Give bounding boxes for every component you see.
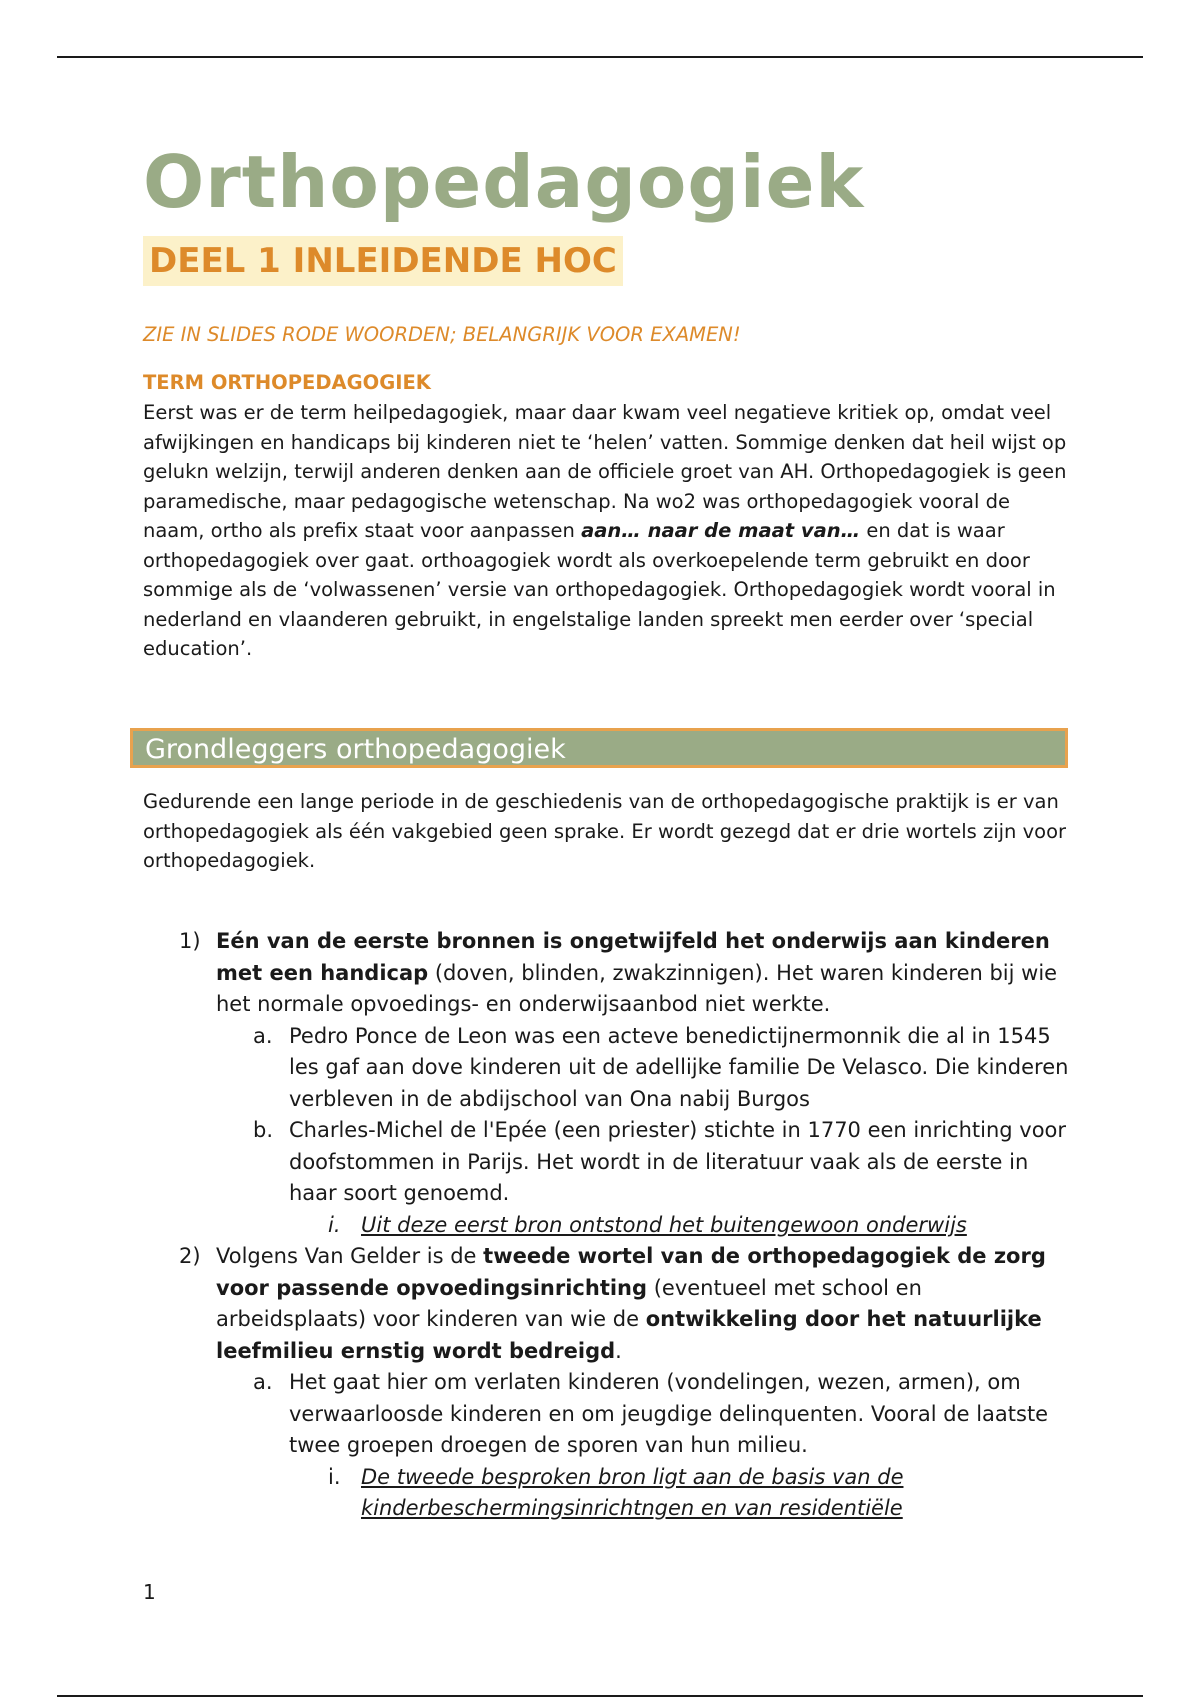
footer-rule	[57, 1695, 1143, 1697]
term-paragraph: Eerst was er de term heilpedagogiek, maar daar kwam veel negatieve kritiek op, omdat veel afwijkingen en handicaps bij kinderen niet te ‘helen’ vatten. Sommige denken dat heil wijst op gelukn welzijn, terwijl anderen denken aan de officiele groet van AH. Orthopedagogiek is geen paramedische, maar pedagogische wetenschap. Na wo2 was orthopedagogiek vooral de naam, ortho als prefix staat voor aanpassen aan… naar de maat van… en dat is waar orthopedagogiek over gaat. orthoagogiek wordt als overkoepelende term gebruikt en door sommige als de ‘volwassenen’ versie van orthopedagogiek. Orthopedagogiek wordt vooral in nederland en vlaanderen gebruikt, in engelstalige landen spreekt men eerder over ‘special education’.	[143, 401, 1067, 660]
document-body	[143, 140, 1073, 664]
exam-note: ZIE IN SLIDES RODE WOORDEN; BELANGRIJK VOOR EXAMEN!	[143, 323, 741, 346]
list-item: 2) Volgens Van Gelder is de tweede wortel van de orthopedagogiek de zorg voor passende opvoedingsinrichting (eventueel met school en arbeidsplaats) voor kinderen van wie de ontwikkeling door het natuurlijke leefmilieu ernstig wordt bedreigd.	[179, 1244, 1046, 1363]
intro-line-2: orthopedagogiek als één vakgebied geen sprake. Er wordt gezegd dat er drie wortels zijn voor orthopedagogiek.	[143, 819, 1067, 872]
term-heading: TERM ORTHOPEDAGOGIEK	[143, 371, 431, 394]
bold-italic-phrase: aan… naar de maat van…	[581, 519, 861, 542]
list-item: a. Pedro Ponce de Leon was een acteve benedictijnermonnik die al in 1545 les gaf aan dove kinderen uit de adellijke familie De Velasco. Die kinderen verbleven in de abdijschool van Ona nabij Burgos	[253, 1023, 1069, 1111]
header-rule	[57, 56, 1143, 58]
intro-block	[143, 787, 1073, 876]
list-item: i. De tweede besproken bron ligt aan de basis van de kinderbeschermingsinrichtngen en van residentiële	[328, 1464, 904, 1520]
list-item: a. Het gaat hier om verlaten kinderen (vondelingen, wezen, armen), om verwaarloosde kinderen en om jeugdige delinquenten. Vooral de laatste twee groepen droegen de sporen van hun milieu.	[253, 1370, 1049, 1457]
roots-list	[143, 926, 1073, 1525]
intro-line-1: Gedurende een lange periode in de geschiedenis van de orthopedagogische praktijk is er van	[143, 790, 1059, 813]
part-heading: DEEL 1 INLEIDENDE HOC	[143, 236, 623, 286]
section-heading: Grondleggers orthopedagogiek	[145, 734, 566, 765]
list-item: 1) Eén van de eerste bronnen is ongetwijfeld het onderwijs aan kinderen met een handicap (doven, blinden, zwakzinnigen). Het waren kinderen bij wie het normale opvoedings- en onderwijsaanbod niet werkte.	[179, 929, 1058, 1016]
list-item: i. Uit deze eerst bron ontstond het buitengewoon onderwijs	[328, 1212, 967, 1237]
page-number: 1	[143, 1580, 156, 1604]
document-title: Orthopedagogiek	[143, 140, 865, 224]
section-heading-bar	[130, 728, 1068, 768]
list-item: b. Charles-Michel de l'Epée (een priester) stichte in 1770 een inrichting voor doofstommen in Parijs. Het wordt in de literatuur vaak als de eerste in haar soort genoemd.	[253, 1118, 1067, 1205]
